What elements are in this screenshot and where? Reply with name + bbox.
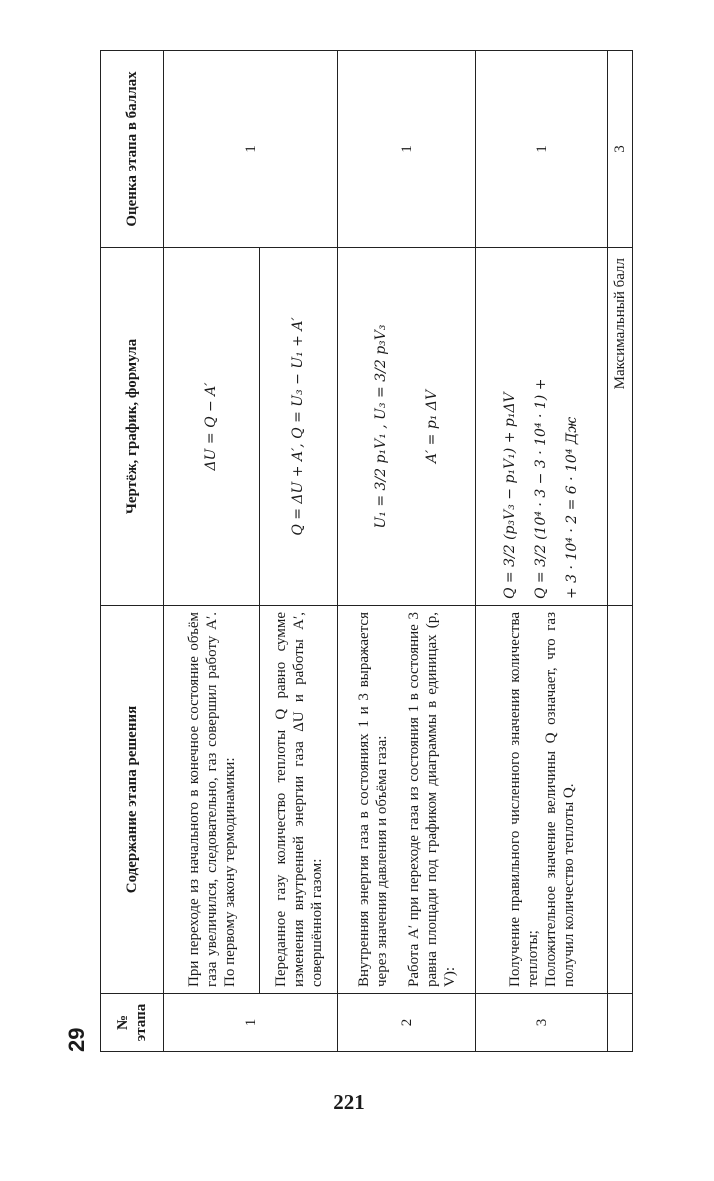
stage-number: 1 bbox=[164, 994, 338, 1052]
content-paragraph: Положительное значение величины Q означает, что газ получил количество теплоты Q. bbox=[542, 612, 577, 987]
content-paragraph: Переданное газу количество теплоты Q равно сумме изменения внутренней энергии газа ΔU и работы A′, совершённой газом: bbox=[272, 612, 325, 987]
stage-number: 2 bbox=[338, 994, 476, 1052]
stage-score: 1 bbox=[164, 51, 338, 248]
stage-score: 1 bbox=[338, 51, 476, 248]
stage-content bbox=[164, 606, 260, 994]
formula-text: Q = ΔU + A′, Q = U₃ − U₁ + A′ bbox=[290, 317, 307, 536]
stage-content bbox=[476, 606, 608, 994]
table-row bbox=[338, 51, 476, 1052]
table-row bbox=[476, 51, 608, 1052]
max-score-row bbox=[608, 51, 633, 1052]
formula-text: + 3 · 10⁴ · 2 = 6 · 10⁴ Дж bbox=[563, 416, 580, 599]
stage-formula bbox=[476, 248, 608, 606]
stage-formula bbox=[338, 248, 476, 606]
empty-cell bbox=[608, 606, 633, 994]
content-paragraph: Внутренняя энергия газа в состояниях 1 и 3 выражается через значения давления и объёма газа: bbox=[355, 612, 390, 987]
max-score-label: Максимальный балл bbox=[608, 248, 633, 606]
stage-formula bbox=[260, 248, 338, 606]
page-number: 221 bbox=[333, 1090, 365, 1114]
table-row bbox=[164, 51, 260, 1052]
grading-table bbox=[100, 50, 633, 1052]
header-stage: № этапа bbox=[101, 994, 164, 1052]
content-paragraph: Работа A′ при переходе газа из состояния 1 в состояние 3 равна площади под графиком диаграммы в единицах (p, V): bbox=[405, 612, 458, 987]
header-content: Содержание этапа решения bbox=[101, 606, 164, 994]
empty-cell bbox=[608, 994, 633, 1052]
rotated-page-content bbox=[64, 51, 670, 1052]
stage-score: 1 bbox=[476, 51, 608, 248]
formula-text: Q = 3/2 (p₃V₃ − p₁V₁) + p₁ΔV bbox=[502, 392, 519, 599]
formula-text: A′ = p₁ ΔV bbox=[423, 389, 440, 464]
problem-number: 29 bbox=[64, 1027, 89, 1052]
max-score-value: 3 bbox=[608, 51, 633, 248]
stage-content bbox=[260, 606, 338, 994]
content-paragraph: При переходе из начального в конечное состояние объём газа увеличился, следовательно, газ совершил работу A′. По первому закону термодинамики: bbox=[185, 612, 238, 987]
header-formula: Чертёж, график, формула bbox=[101, 248, 164, 606]
stage-number: 3 bbox=[476, 994, 608, 1052]
formula-text: ΔU = Q − A′ bbox=[203, 382, 220, 471]
formula-text: U₁ = 3/2 p₁V₁ , U₃ = 3/2 p₃V₃ bbox=[372, 324, 389, 529]
stage-content bbox=[338, 606, 476, 994]
table-header-row bbox=[101, 51, 164, 1052]
stage-formula bbox=[164, 248, 260, 606]
header-score: Оценка этапа в баллах bbox=[101, 51, 164, 248]
content-paragraph: Получение правильного численного значения количества теплоты; bbox=[506, 612, 541, 987]
formula-text: Q = 3/2 (10⁴ · 3 − 3 · 10⁴ · 1) + bbox=[533, 378, 550, 599]
